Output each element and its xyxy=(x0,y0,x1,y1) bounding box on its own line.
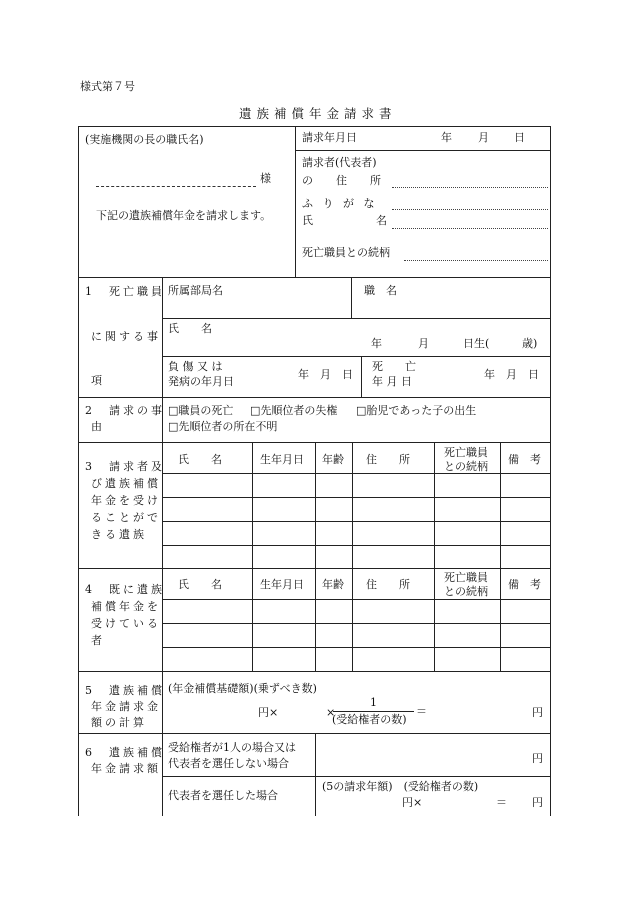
calc-numerator: 1 xyxy=(370,696,377,709)
section3-label-line: きる遺族 xyxy=(91,528,147,541)
section3-label-line: ることがで xyxy=(91,511,161,524)
section3-label-line: 年金を受け xyxy=(91,494,161,507)
form-title: 遺族補償年金請求書 xyxy=(239,106,397,121)
age-label: 歳) xyxy=(522,337,538,350)
reason-checkbox-death[interactable]: □職員の死亡 xyxy=(168,404,234,417)
reason-checkbox-forfeit[interactable]: □先順位者の失権 xyxy=(250,404,338,417)
rep-yen: 円 xyxy=(532,796,543,809)
fraction-bar xyxy=(333,711,414,712)
request-statement: 下記の遺族補償年金を請求します。 xyxy=(96,209,272,222)
address-no-label: の xyxy=(302,174,313,187)
post-label: 職 名 xyxy=(364,284,397,297)
injury-date-ymd: 年 月 日 xyxy=(298,368,353,381)
section5-label-line: 年金請求金 xyxy=(91,700,161,713)
birth-day-label: 日生( xyxy=(463,337,490,350)
reason-checkbox-birth[interactable]: □胎児であった子の出生 xyxy=(356,404,477,417)
header-age: 年齢 xyxy=(322,578,344,591)
request-year-label: 年 xyxy=(441,131,452,144)
rep-equals: ＝ xyxy=(496,796,507,809)
section3-label-line: 3 請求者及 xyxy=(85,460,165,473)
request-date-label: 請求年月日 xyxy=(302,131,357,144)
injury-date-label-line1: 負 傷 又 は xyxy=(168,360,223,373)
agency-head-line[interactable] xyxy=(96,186,256,187)
header-birthdate: 生年月日 xyxy=(260,578,304,591)
claimant-furigana-field[interactable] xyxy=(392,209,548,210)
section3-label-line: び遺族補償 xyxy=(91,477,161,490)
claimant-name-mei: 名 xyxy=(376,214,387,227)
death-date-label-line2: 年 月 日 xyxy=(372,375,412,388)
death-date-ymd: 年 月 日 xyxy=(484,368,539,381)
section2-label-line1: 2 請求の事 xyxy=(85,404,165,417)
section4-label-line: 者 xyxy=(91,634,102,647)
department-label: 所属部局名 xyxy=(168,284,223,297)
header-remarks: 備 考 xyxy=(508,453,541,466)
death-date-label-line1: 死 亡 xyxy=(372,360,416,373)
calc-yen-times: 円× xyxy=(258,706,279,719)
header-remarks: 備 考 xyxy=(508,578,541,591)
section4-label-line: 受けている xyxy=(91,617,161,630)
header-name: 氏 名 xyxy=(178,453,222,466)
claimant-label: 請求者(代表者) xyxy=(302,156,377,169)
section4-label-line: 4 既に遺族 xyxy=(85,583,165,596)
agency-head-label: (実施機関の長の職氏名) xyxy=(85,133,204,146)
header-relation-line2: との続柄 xyxy=(444,585,488,598)
single-claimant-yen: 円 xyxy=(532,752,543,765)
header-address: 住 所 xyxy=(366,453,410,466)
calc-times: × xyxy=(326,706,336,719)
calc-denominator: (受給権者の数) xyxy=(332,713,407,726)
injury-date-label-line2: 発病の年月日 xyxy=(168,375,234,388)
request-month-label: 月 xyxy=(478,131,489,144)
section5-label-line: 5 遺族補償 xyxy=(85,684,165,697)
form-number: 様式第７号 xyxy=(80,80,135,93)
birth-month-label: 月 xyxy=(418,337,429,350)
section1-label-line3: 項 xyxy=(91,374,102,387)
header-birthdate: 生年月日 xyxy=(260,453,304,466)
calc-equals: ＝ xyxy=(416,705,427,718)
header-relation-line1: 死亡職員 xyxy=(444,446,488,459)
header-name: 氏 名 xyxy=(178,578,222,591)
section6-label-line: 年金請求額 xyxy=(91,762,161,775)
representative-label: 代表者を選任した場合 xyxy=(168,789,278,802)
reason-checkbox-missing[interactable]: □先順位者の所在不明 xyxy=(168,420,278,433)
section1-label-line2: に関する事 xyxy=(91,330,161,343)
request-day-label: 日 xyxy=(514,131,525,144)
header-relation-line2: との続柄 xyxy=(444,460,488,473)
rep-yen-times: 円× xyxy=(402,796,423,809)
deceased-name-label: 氏 名 xyxy=(168,322,212,335)
single-claimant-label-line1: 受給権者が1人の場合又は xyxy=(168,741,296,754)
rep-formula-line1: (5の請求年額) (受給権者の数) xyxy=(322,780,479,793)
section2-label-line2: 由 xyxy=(91,420,102,433)
calc-yen: 円 xyxy=(532,706,543,719)
section6-label-line: 6 遺族補償 xyxy=(85,746,165,759)
address-label: 住 所 xyxy=(336,174,387,187)
header-address: 住 所 xyxy=(366,578,410,591)
section4-label-line: 補償年金を xyxy=(91,600,161,613)
header-relation-line1: 死亡職員 xyxy=(444,571,488,584)
claimant-name-field[interactable] xyxy=(392,228,548,229)
section5-label-line: 額の計算 xyxy=(91,716,147,729)
sama-label: 様 xyxy=(260,172,271,185)
birth-year-label: 年 xyxy=(371,337,382,350)
section1-label-line1: 1 死亡職員 xyxy=(85,285,165,298)
claimant-name-shi: 氏 xyxy=(302,214,313,227)
furigana-label: ふ り が な xyxy=(302,197,378,210)
relation-label: 死亡職員との続柄 xyxy=(302,246,390,259)
header-age: 年齢 xyxy=(322,453,344,466)
single-claimant-label-line2: 代表者を選任しない場合 xyxy=(168,757,289,770)
claimant-address-field[interactable] xyxy=(392,187,548,188)
relation-field[interactable] xyxy=(404,260,548,261)
calc-formula-top: (年金補償基礎額)(乗ずべき数) xyxy=(168,682,317,695)
